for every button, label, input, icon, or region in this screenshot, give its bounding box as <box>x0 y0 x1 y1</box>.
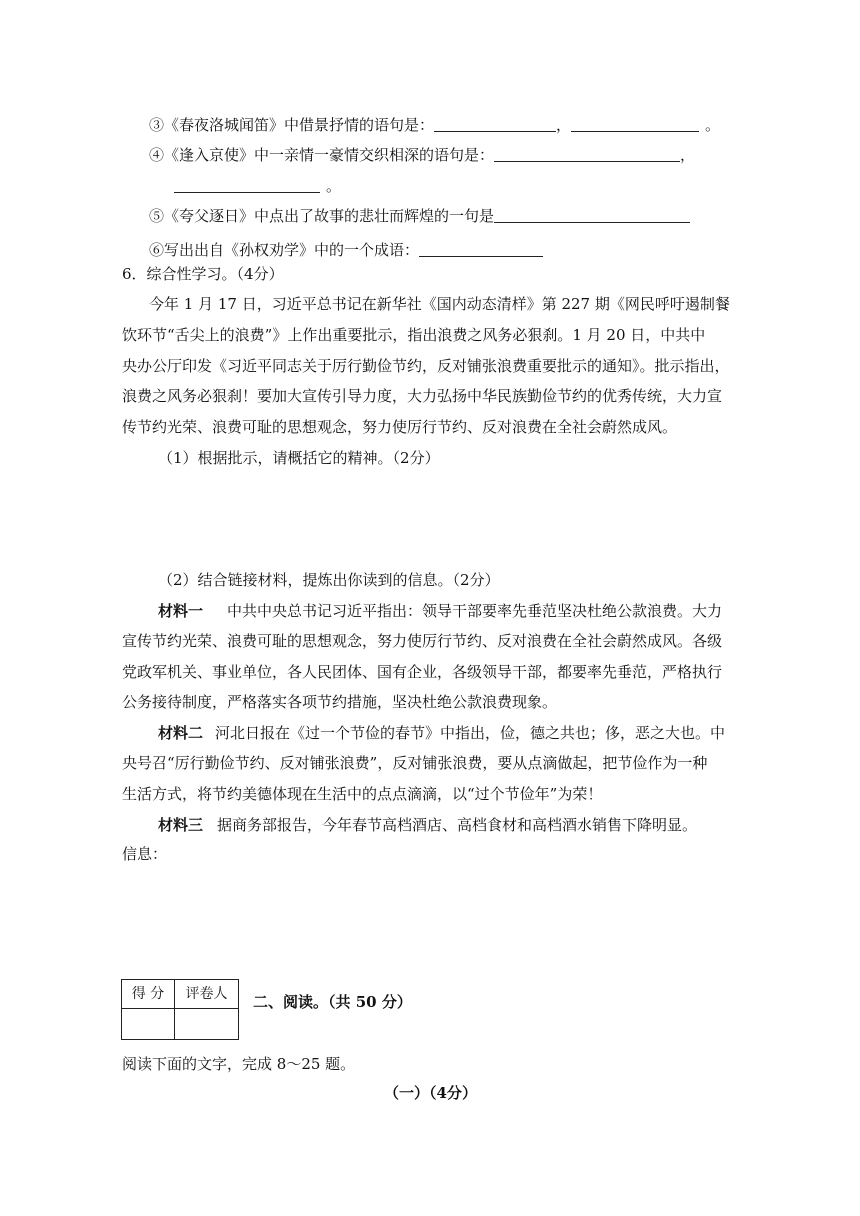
answer-blank[interactable] <box>571 117 699 132</box>
question-5-line <box>149 206 690 226</box>
question-6-line <box>149 240 543 260</box>
news-paragraph-line: 饮环节“舌尖上的浪费”》上作出重要批示，指出浪费之风务必狠刹。1 月 20 日，中共中 <box>122 326 706 344</box>
grader-cell[interactable] <box>175 1009 239 1040</box>
answer-blank[interactable] <box>434 117 556 132</box>
question-4-line-2: 。 <box>174 176 341 196</box>
material-2-line: 央号召“厉行勤俭节约、反对铺张浪费”，反对铺张浪费，要从点滴做起，把节俭作为一种 <box>122 754 708 772</box>
question-4-line: ④《逢入京使》中一亲情一豪情交织相深的语句是： ， <box>149 146 696 164</box>
answer-blank[interactable] <box>494 208 690 223</box>
score-header: 得 分 <box>122 980 175 1009</box>
news-paragraph-line: 传节约光荣、浪费可耻的思想观念，努力使厉行节约、反对浪费在全社会蔚然成风。 <box>122 418 678 436</box>
material-1-line: 公务接待制度，严格落实各项节约措施，坚决杜绝公款浪费现象。 <box>122 693 558 711</box>
material-1-line: 宣传节约光荣、浪费可耻的思想观念，努力使厉行节约、反对浪费在全社会蔚然成风。各级 <box>122 632 723 650</box>
subsection-title: （一）（4分） <box>384 1084 477 1102</box>
material-1-line: 材料一 中共中央总书记习近平指出：领导干部要率先垂范坚决杜绝公款浪费。大力 <box>158 602 723 620</box>
news-paragraph-line: 今年 1 月 17 日，习近平总书记在新华社《国内动态清样》第 227 期《网民呼吁遏制餐 <box>149 295 730 313</box>
news-paragraph-line: 浪费之风务必狠刹！要加大宣传引导力度，大力弘扬中华民族勤俭节约的优秀传统，大力宣 <box>122 387 723 405</box>
material-2-line: 材料二 河北日报在《过一个节俭的春节》中指出，俭，德之共也；侈，恶之大也。中 <box>158 724 726 742</box>
question-3-line: ③《春夜洛城闻笛》中借景抒情的语句是： ， 。 <box>149 116 721 134</box>
news-paragraph-line: 央办公厅印发《习近平同志关于厉行勤俭节约，反对铺张浪费重要批示的通知》。批示指出， <box>122 357 730 375</box>
material-2-line: 生活方式，将节约美德体现在生活中的点点滴滴，以“过个节俭年”为荣！ <box>122 785 603 803</box>
material-1-line: 党政军机关、事业单位，各人民团体、国有企业，各级领导干部，都要率先垂范，严格执行 <box>122 663 723 681</box>
sub-question-1: （1）根据批示，请概括它的精神。（2分） <box>158 449 440 467</box>
question-3-text: ③《春夜洛城闻笛》中借景抒情的语句是： <box>149 116 435 134</box>
material-2-label: 材料二 <box>158 724 204 742</box>
answer-blank[interactable] <box>419 242 543 257</box>
material-3-label: 材料三 <box>158 816 204 834</box>
score-box <box>121 979 239 1040</box>
info-label: 信息： <box>122 845 168 863</box>
answer-blank[interactable] <box>174 178 320 193</box>
question-4-text: ④《逢入京使》中一亲情一豪情交织相深的语句是： <box>149 146 495 164</box>
answer-blank[interactable] <box>494 147 680 162</box>
material-1-label: 材料一 <box>158 602 204 620</box>
section-6-title: 6．综合性学习。（4分） <box>122 265 284 283</box>
question-5-text: ⑤《夸父逐日》中点出了故事的悲壮而辉煌的一句是 <box>149 207 495 225</box>
material-3-line: 材料三 据商务部报告，今年春节高档酒店、高档食材和高档酒水销售下降明显。 <box>158 816 698 834</box>
score-cell[interactable] <box>122 1009 175 1040</box>
sub-question-2: （2）结合链接材料，提炼出你读到的信息。（2分） <box>158 571 500 589</box>
question-6-text: ⑥写出出自《孙权劝学》中的一个成语： <box>149 241 420 259</box>
reading-instruction: 阅读下面的文字，完成 8～25 题。 <box>122 1055 356 1073</box>
grader-header: 评卷人 <box>175 980 239 1009</box>
part-2-title: 二、阅读。（共 50 分） <box>253 993 412 1011</box>
